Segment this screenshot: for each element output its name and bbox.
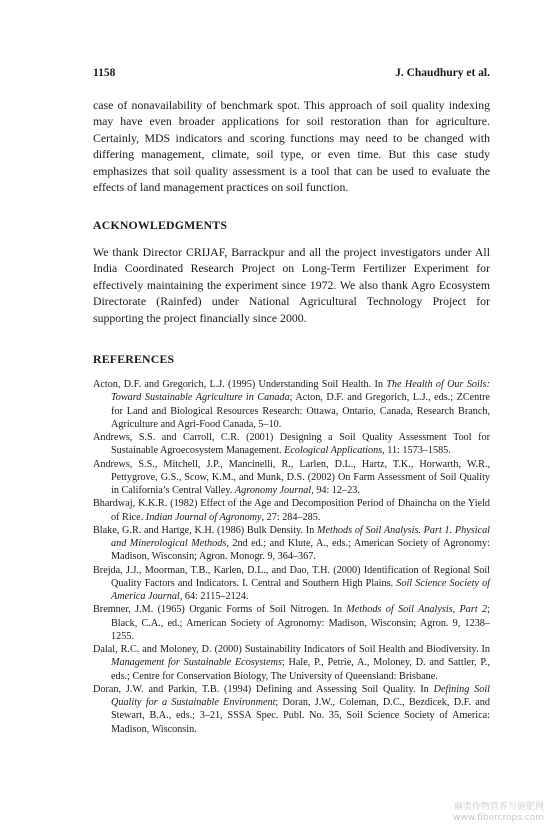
intro-paragraph: case of nonavailability of benchmark spot. This approach of soil quality indexing may have even broader applications for soil restoration than for agriculture. Certainly, MDS indicators and scoring functions may need to be changed with differing management, climate, soil type, or even time. But this case study emphasizes that soil quality assessment is a tool that can be used to evaluate the effects of land management practices on soil function. bbox=[93, 98, 490, 195]
reference-item: Brejda, J.J., Moorman, T.B., Karlen, D.L., and Dao, T.H. (2000) Identification of Regional Soil Quality Factors and Indicators. I. Central and Southern High Plains. Soil Science Society of America Journal, 64: 2115–2124. bbox=[93, 564, 490, 602]
reference-item: Bhardwaj, K.K.R. (1982) Effect of the Age and Decomposition Period of Dhaincha on the Yield of Rice. Indian Journal of Agronomy, 27: 284–285. bbox=[93, 498, 490, 523]
reference-item: Andrews, S.S., Mitchell, J.P., Mancinelli, R., Larlen, D.L., Hartz, T.K., Horwarth, W.R., Pettygrove, G.S., Scow, K.M., and Munk, D.S. (2002) On Farm Assessment of Soil Quality in California’s Central Valley. Agronomy Journal, 94: 12–23. bbox=[93, 458, 490, 496]
watermark-line: www.fibercrops.com bbox=[453, 813, 544, 823]
reference-item: Dalal, R.C. and Moloney, D. (2000) Sustainability Indicators of Soil Health and Biodiversity. In Management for Sustainable Ecosystems; Hale, P., Petrie, A., Moloney, D. and Sattler, P., eds.; Centre for Conservation Biology, The University of Queensland: Brisbane. bbox=[93, 644, 491, 682]
reference-item: Doran, J.W. and Parkin, T.B. (1994) Defining and Assessing Soil Quality. In Defining Soil Quality for a Sustainable Environment; Doran, J.W., Coleman, D.C., Bezdicek, D.F. and Stewart, B.A., eds.; 3–21, SSSA Spec. Publ. No. 35, Soil Science Society of America: Madison, Wisconsin. bbox=[93, 683, 490, 735]
reference-item: Bremner, J.M. (1965) Organic Forms of Soil Nitrogen. In Methods of Soil Analysis, Part 2; Black, C.A., ed.; American Society of Agronomy: Madison, Wisconsin; Agron. 9, 1238–1255. bbox=[93, 604, 490, 642]
references-heading: REFERENCES bbox=[93, 352, 175, 366]
watermark-line: 麻类作物营养与施肥网 bbox=[453, 802, 544, 812]
running-header bbox=[93, 67, 490, 81]
running-author: J. Chaudhury et al. bbox=[395, 67, 490, 79]
reference-item: Acton, D.F. and Gregorich, L.J. (1995) Understanding Soil Health. In The Health of Our Soils: Toward Sustainable Agriculture in Canada; Acton, D.F. and Gregorich, L.J., eds.; ZCentre for Land and Biological Resources Research: Ottawa, Ontario, Canada, Research Branch, Agriculture and Agri-Food Canada, 5–10. bbox=[93, 379, 491, 430]
reference-list bbox=[93, 378, 490, 736]
acknowledgments-heading: ACKNOWLEDGMENTS bbox=[93, 218, 228, 232]
reference-item: Andrews, S.S. and Carroll, C.R. (2001) Designing a Soil Quality Assessment Tool for Sustainable Agroecosystem Management. Ecological Applications, 11: 1573–1585. bbox=[93, 432, 490, 457]
site-watermark bbox=[453, 802, 544, 824]
reference-item: Blake, G.R. and Hartge, K.H. (1986) Bulk Density. In Methods of Soil Analysis. Part 1. Physical and Minerological Methods, 2nd ed.; and Klute, A., eds.; American Society of Agronomy: Madison, Wisconsin; Agron. Monogr. 9, 364–367. bbox=[93, 524, 490, 563]
page-number: 1158 bbox=[93, 67, 116, 79]
acknowledgments-text: We thank Director CRIJAF, Barrackpur and all the project investigators under All India Coordinated Research Project on Long-Term Fertilizer Experiment for effectively maintaining the experiment since 1972. We also thank Agro Ecosystem Directorate (Rainfed) under National Agricultural Technology Project for supporting the project financially since 2000. bbox=[93, 245, 490, 325]
